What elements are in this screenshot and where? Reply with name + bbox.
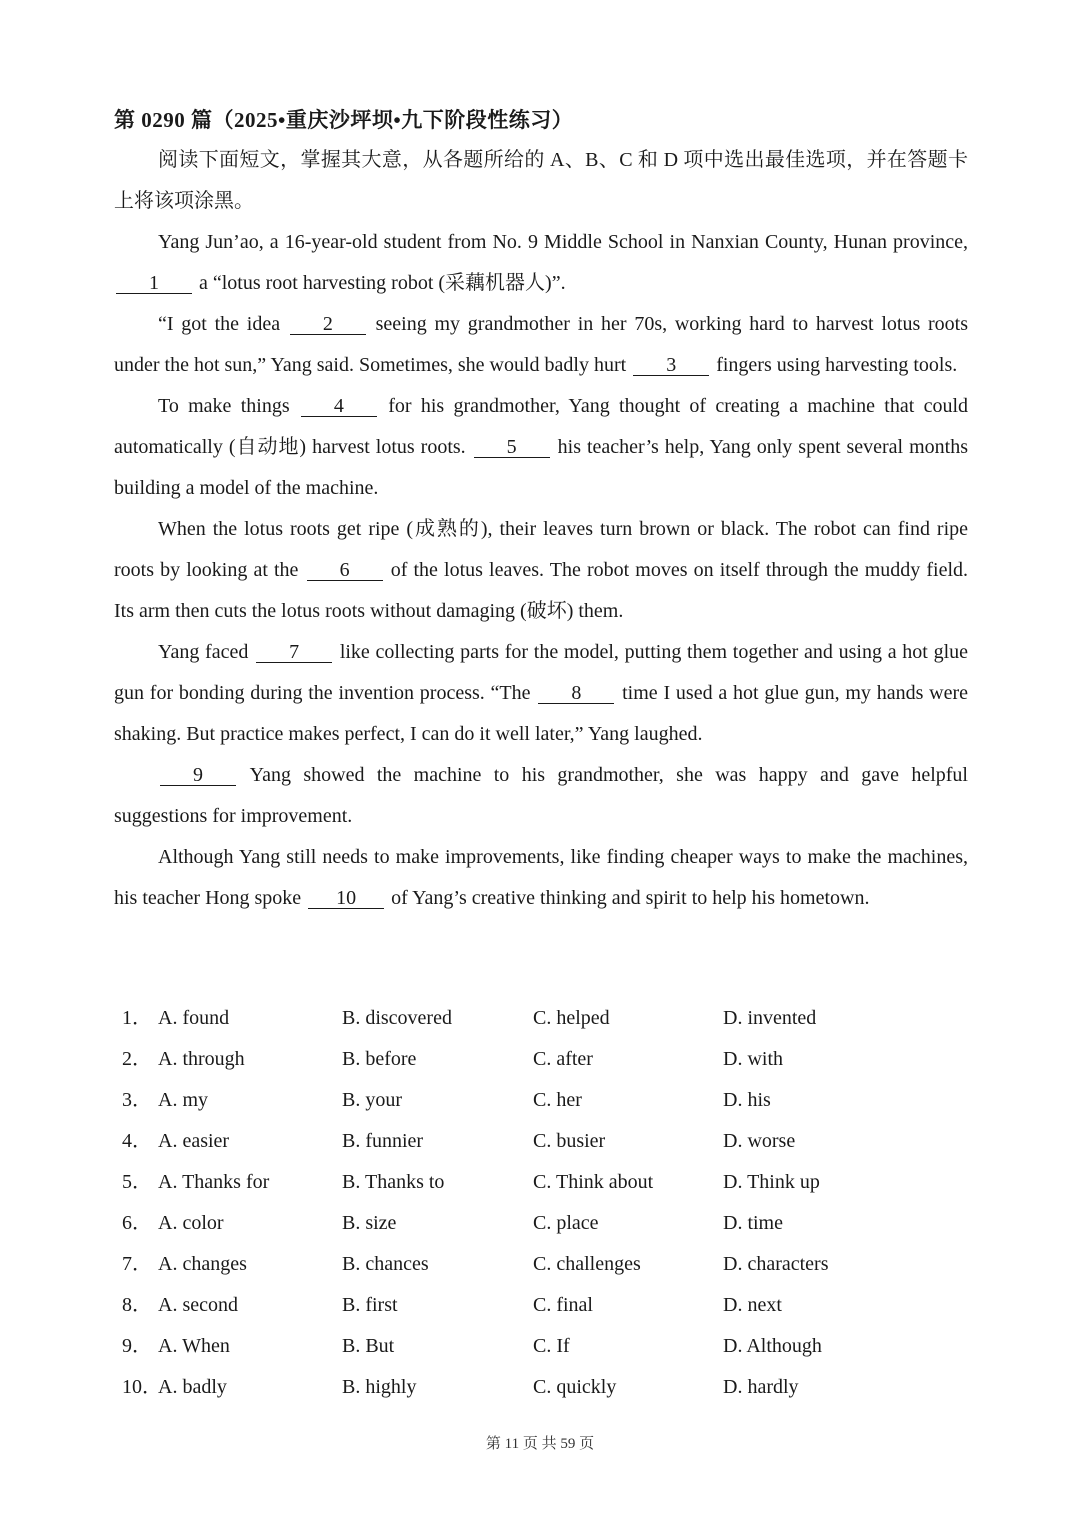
paragraph-1: [114, 222, 968, 304]
option-d: D. hardly: [723, 1376, 799, 1398]
question-row: [114, 1326, 968, 1367]
question-number: 7．: [122, 1253, 152, 1275]
option-d: D. characters: [723, 1253, 829, 1275]
text: When the lotus roots get ripe (成熟的), their leaves turn brown or black. The robot can find ripe roots by looking at the: [114, 518, 968, 581]
option-c: C. after: [533, 1048, 593, 1070]
question-row: [114, 1162, 968, 1203]
paragraph-3: [114, 386, 968, 509]
question-row: [114, 1039, 968, 1080]
paragraph-5: [114, 632, 968, 755]
option-d: D. time: [723, 1212, 783, 1234]
option-d: D. worse: [723, 1130, 796, 1152]
question-number: 8．: [122, 1294, 152, 1316]
option-b: B. discovered: [342, 1007, 452, 1029]
text: fingers using harvesting tools.: [716, 354, 958, 376]
question-number: 2．: [122, 1048, 152, 1070]
option-c: C. busier: [533, 1130, 606, 1152]
option-d: D. next: [723, 1294, 782, 1316]
option-c: C. challenges: [533, 1253, 641, 1275]
paragraph-2: [114, 304, 968, 386]
option-d: D. his: [723, 1089, 771, 1111]
text: his teacher’s help, Yang only spent several months building a model of the machine.: [114, 436, 968, 499]
option-a: A. easier: [158, 1130, 230, 1152]
option-b: B. highly: [342, 1376, 417, 1398]
option-d: D. with: [723, 1048, 783, 1070]
text: of the lotus leaves. The robot moves on itself through the muddy field. Its arm then cuts the lotus roots without damaging (破坏) them.: [114, 559, 969, 622]
text: for his grandmother, Yang thought of creating a machine that could automatically (自动地) harvest lotus roots.: [114, 395, 968, 458]
text: Although Yang still needs to make improvements, like finding cheaper ways to make the machines, his teacher Hong spoke: [114, 846, 968, 909]
blank-9: 9: [160, 765, 236, 786]
blank-2: 2: [290, 314, 366, 335]
option-a: A. second: [158, 1294, 238, 1316]
option-b: B. your: [342, 1089, 402, 1111]
blank-4: 4: [301, 396, 377, 417]
option-c: C. Think about: [533, 1171, 654, 1193]
question-number: 9．: [122, 1335, 152, 1357]
option-a: A. badly: [158, 1376, 227, 1398]
question-row: [114, 998, 968, 1039]
text: of Yang’s creative thinking and spirit to help his hometown.: [391, 887, 870, 909]
option-c: C. her: [533, 1089, 582, 1111]
page-footer: 第 11 页 共 59 页: [485, 1436, 595, 1452]
option-b: B. size: [342, 1212, 397, 1234]
option-a: A. through: [158, 1048, 245, 1070]
paragraph-7: [114, 837, 968, 919]
question-options: [114, 998, 968, 1408]
text: To make things: [158, 395, 290, 417]
option-b: B. before: [342, 1048, 417, 1070]
option-c: C. place: [533, 1212, 599, 1234]
question-row: [114, 1203, 968, 1244]
text: Yang showed the machine to his grandmother, she was happy and gave helpful suggestions for improvement.: [114, 764, 968, 827]
option-a: A. Thanks for: [158, 1171, 270, 1193]
question-number: 10．: [122, 1376, 162, 1398]
question-number: 6．: [122, 1212, 152, 1234]
blank-1: 1: [116, 273, 192, 294]
text: Yang Jun’ao, a 16-year-old student from No. 9 Middle School in Nanxian County, Hunan province,: [158, 231, 968, 253]
question-number: 3．: [122, 1089, 152, 1111]
question-row: [114, 1244, 968, 1285]
option-c: C. quickly: [533, 1376, 617, 1398]
paragraph-4: [114, 509, 968, 632]
option-a: A. When: [158, 1335, 230, 1357]
passage: [114, 140, 968, 919]
option-b: B. funnier: [342, 1130, 424, 1152]
option-c: C. final: [533, 1294, 593, 1316]
question-number: 1．: [122, 1007, 152, 1029]
text: a “lotus root harvesting robot (采藕机器人)”.: [199, 272, 566, 294]
blank-8: 8: [538, 683, 614, 704]
question-number: 5．: [122, 1171, 152, 1193]
paragraph-6: [114, 755, 968, 837]
option-a: A. my: [158, 1089, 208, 1111]
page-title: 第 0290 篇（2025•重庆沙坪坝•九下阶段性练习）: [114, 108, 574, 132]
option-d: D. Although: [723, 1335, 822, 1357]
option-d: D. Think up: [723, 1171, 820, 1193]
text: like collecting parts for the model, putting them together and using a hot glue gun for bonding during the invention process. “The: [114, 641, 969, 704]
blank-10: 10: [308, 888, 384, 909]
option-c: C. If: [533, 1335, 570, 1357]
blank-6: 6: [307, 560, 383, 581]
option-b: B. first: [342, 1294, 398, 1316]
option-a: A. found: [158, 1007, 230, 1029]
blank-3: 3: [633, 355, 709, 376]
blank-7: 7: [256, 642, 332, 663]
option-a: A. changes: [158, 1253, 247, 1275]
option-b: B. chances: [342, 1253, 429, 1275]
option-d: D. invented: [723, 1007, 817, 1029]
option-b: B. But: [342, 1335, 395, 1357]
option-b: B. Thanks to: [342, 1171, 445, 1193]
question-number: 4．: [122, 1130, 152, 1152]
option-a: A. color: [158, 1212, 224, 1234]
question-row: [114, 1121, 968, 1162]
blank-5: 5: [474, 437, 550, 458]
question-row: [114, 1080, 968, 1121]
question-row: [114, 1367, 968, 1408]
instructions: 阅读下面短文，掌握其大意，从各题所给的 A、B、C 和 D 项中选出最佳选项，并在答题卡上将该项涂黑。: [114, 149, 968, 212]
option-c: C. helped: [533, 1007, 610, 1029]
question-row: [114, 1285, 968, 1326]
text: Yang faced: [158, 641, 249, 663]
text: “I got the idea: [158, 313, 281, 335]
text: time I used a hot glue gun, my hands were shaking. But practice makes perfect, I can do it well later,” Yang laughed.: [114, 682, 969, 745]
text: seeing my grandmother in her 70s, working hard to harvest lotus roots under the hot sun,” Yang said. Sometimes, she would badly hurt: [114, 313, 969, 376]
